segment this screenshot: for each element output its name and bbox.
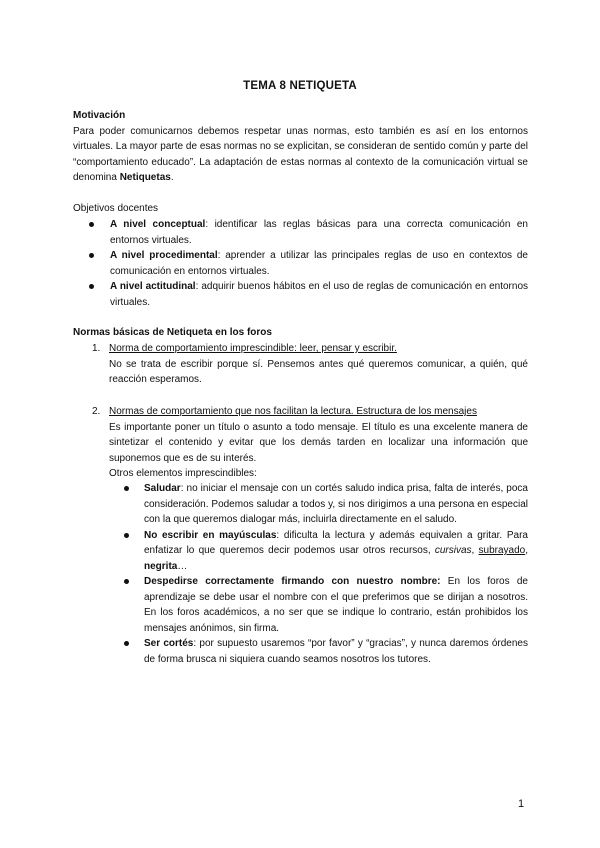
otros-elementos-list — [109, 481, 528, 667]
objetivos-list — [73, 217, 528, 310]
item-text: : identificar las reglas básicas para una correcta comunicación en entornos virtuales. — [110, 219, 528, 246]
norma-2 — [109, 404, 528, 482]
document-title: TEMA 8 NETIQUETA — [243, 80, 357, 92]
item-lead: A nivel conceptual — [110, 219, 206, 230]
norma-1-body: No se trata de escribir porque sí. Pensemos antes qué queremos comunicar, a quién, qué reacción esperamos. — [109, 358, 528, 385]
item-text: : adquirir buenos hábitos en el uso de reglas de comunicación en entornos virtuales. — [110, 281, 529, 308]
normas-heading: Normas básicas de Netiqueta en los foros — [73, 327, 272, 338]
page-number: 1 — [518, 798, 525, 810]
ellipsis: … — [177, 560, 188, 572]
item-lead: No escribir en mayúsculas — [144, 529, 277, 541]
motivacion-paragraph — [73, 124, 528, 186]
bullet-icon — [124, 641, 129, 646]
list-item — [73, 217, 528, 248]
motivacion-text: Para poder comunicarnos debemos respetar unas normas, esto también es así en los entornos virtuales. La mayor parte de esas normas no se explicitan, se consideran de sentido común y parte del “comportamiento educado”. La adaptación de estas normas al contexto de la comunicación virtual se denomina — [73, 125, 528, 183]
norma-2-number: 2. — [92, 406, 101, 417]
negrita-example: negrita — [144, 560, 178, 572]
item-lead: Despedirse correctamente firmando con nuestro nombre: — [144, 576, 441, 587]
cursivas-example: cursivas — [434, 545, 472, 556]
list-item — [109, 636, 528, 667]
item-lead: A nivel procedimental — [110, 250, 218, 261]
bullet-icon — [124, 486, 129, 491]
bullet-icon — [89, 222, 94, 227]
motivacion-heading: Motivación — [73, 110, 126, 121]
list-item — [73, 248, 528, 279]
item-lead: Ser cortés — [144, 638, 194, 649]
item-text: : no iniciar el mensaje con un cortés saludo indica prisa, falta de interés, poca consideración. Podemos saludar a todos y, si nos dirigimos a una persona en especial con la que queremos dialogar más, incluirla directamente en el saludo. — [144, 483, 528, 525]
bullet-icon — [124, 533, 129, 538]
list-item — [73, 279, 528, 310]
separator: , — [471, 545, 479, 556]
item-text: : dificulta la lectura y además equivalen a gritar. Para enfatizar lo que queremos decir podemos usar otros recursos, — [144, 529, 528, 556]
norma-1-number: 1. — [92, 343, 101, 354]
list-item — [109, 574, 528, 636]
netiquetas-term: Netiquetas — [119, 172, 171, 183]
list-item — [109, 481, 528, 528]
norma-2-body: Es importante poner un título o asunto a todo mensaje. El título es una excelente manera de sintetizar el contenido y evitar que los demás tarden en localizar una información que suponemos que es de su interés. — [109, 421, 528, 464]
otros-elementos-label: Otros elementos imprescindibles: — [109, 468, 257, 479]
norma-1-title: Norma de comportamiento imprescindible: leer, pensar y escribir. — [109, 343, 397, 354]
motivacion-section — [73, 108, 528, 186]
item-lead: Saludar — [144, 483, 181, 494]
objetivos-heading: Objetivos docentes — [73, 203, 159, 214]
item-text: : aprender a utilizar las principales reglas de uso en contextos de comunicación en entornos virtuales. — [110, 250, 528, 277]
separator: , — [525, 545, 528, 556]
norma-1 — [109, 341, 528, 388]
bullet-icon — [89, 253, 94, 258]
bullet-icon — [124, 579, 129, 584]
list-item — [109, 528, 528, 575]
item-text: En los foros de aprendizaje se debe usar el nombre con el que preferimos que se dirijan a nosotros. En los foros académicos, a no ser que se indique lo contrario, están prohibidos los mensajes anónimos, sin firma. — [144, 576, 528, 634]
norma-2-title: Normas de comportamiento que nos facilitan la lectura. Estructura de los mensajes — [109, 406, 477, 417]
subrayado-example: subrayado — [478, 545, 526, 556]
item-lead: A nivel actitudinal — [110, 281, 196, 292]
motivacion-period: . — [170, 172, 174, 183]
item-text: : por supuesto usaremos “por favor” y “gracias”, y nunca daremos órdenes de forma brusca ni siquiera cuando seamos nosotros los tutores. — [144, 638, 528, 665]
bullet-icon — [89, 284, 94, 289]
